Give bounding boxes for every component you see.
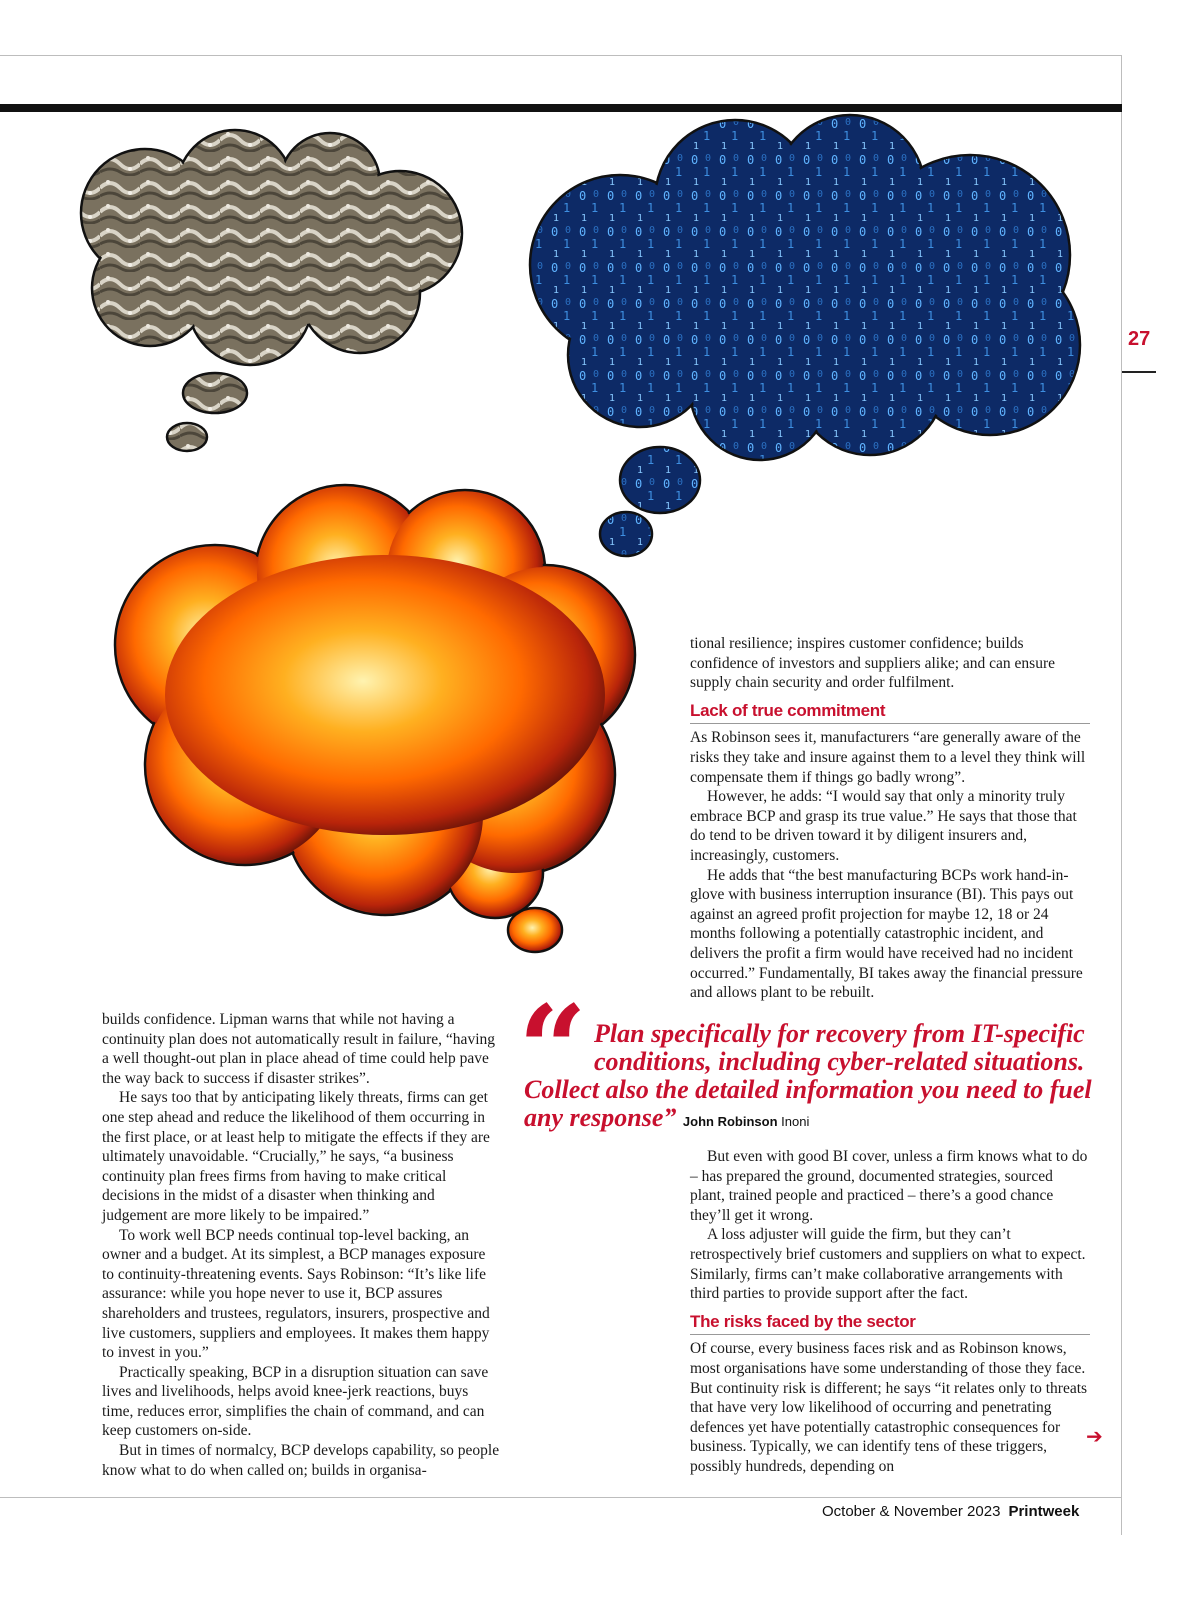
pull-quote-line: Plan specifically for recovery from IT-specific bbox=[594, 1019, 1085, 1048]
arrow-right-icon[interactable]: ➔ bbox=[1086, 1424, 1103, 1448]
quote-mark-icon: “ bbox=[518, 979, 588, 1120]
water-cloud-icon bbox=[60, 128, 510, 458]
pull-quote-attribution bbox=[683, 1114, 809, 1129]
header-rule bbox=[0, 104, 1122, 112]
paragraph: However, he adds: “I would say that only a minority truly embrace BCP and grasp its true value.” He says that those that do tend to be driven toward it by diligent insurers and, increasingly, customers. bbox=[690, 788, 1077, 864]
paragraph: To work well BCP needs continual top-level backing, an owner and a budget. At its simplest, a BCP manages exposure to continuity-threatening events. Says Robinson: “It’s like life assurance: while you hope never to use it, BCP assures shareholders and trustees, regulators, insurers, prospective and live customers, suppliers and employees. It makes them happy to invest in you.” bbox=[102, 1226, 490, 1362]
paragraph: He says too that by anticipating likely threats, firms can get one step ahead and reduce the likelihood of them occurring in the first place, or at least help to mitigate the effects if they are ultimately unavoidable. “Crucially,” he says, “a business continuity plan frees firms from having to make critical decisions in the midst of a disaster when thinking and judgement are more likely to be impaired.” bbox=[102, 1089, 490, 1224]
pull-quote bbox=[524, 1020, 1104, 1136]
paragraph: As Robinson sees it, manufacturers “are generally aware of the risks they take and insure against them to a level they think will compensate them if things go badly wrong”. bbox=[690, 729, 1086, 786]
paragraph: A loss adjuster will guide the firm, but they can’t retrospectively brief customers and suppliers on what to expect. Similarly, firms can’t make collaborative arrangements with third parties to provide support after the fact. bbox=[690, 1226, 1086, 1303]
pull-quote-line bbox=[524, 1104, 1104, 1136]
attribution-name: John Robinson bbox=[682, 1114, 778, 1129]
top-frame-line bbox=[0, 55, 1122, 56]
footer-rule bbox=[0, 1497, 1122, 1498]
pull-quote-line: conditions, including cyber-related situations. bbox=[594, 1047, 1085, 1076]
right-frame-line bbox=[1121, 55, 1122, 1535]
page-number-rule bbox=[1122, 371, 1156, 373]
attribution-org: Inoni bbox=[781, 1114, 810, 1129]
subhead-risks-faced: The risks faced by the sector bbox=[690, 1312, 1090, 1336]
footer bbox=[822, 1503, 1079, 1520]
right-column-top bbox=[690, 634, 1090, 1003]
right-column-bottom bbox=[690, 1147, 1090, 1477]
paragraph: builds confidence. Lipman warns that while not having a continuity plan does not automatically result in failure, “having a well thought-out plan in place ahead of time could help pave the way back to success if disaster strikes”. bbox=[102, 1011, 495, 1087]
paragraph: But in times of normalcy, BCP develops capability, so people know what to do when called on; builds in organisa- bbox=[102, 1442, 500, 1479]
pull-quote-line-text: any response” bbox=[524, 1103, 677, 1132]
page-number: 27 bbox=[1128, 328, 1151, 350]
paragraph: Practically speaking, BCP in a disruption situation can save lives and livelihoods, helps avoid knee-jerk reactions, buys time, reduces error, simplifies the chain of command, and can keep customers on-side. bbox=[102, 1363, 489, 1440]
paragraph: Of course, every business faces risk and as Robinson knows, most organisations have some understanding of those they face. But continuity risk is different; he says “it relates only to threats that have very low likelihood of occurring and penetrating defences yet have potentially catastrophic consequences for business. Typically, we can identify tens of these triggers, possibly hundreds, depending on bbox=[690, 1340, 1088, 1475]
paragraph: But even with good BI cover, unless a firm knows what to do – has prepared the ground, documented strategies, sourced plant, trained people and practiced – there’s a good chance they’ll get it wrong. bbox=[690, 1148, 1088, 1224]
paragraph: tional resilience; inspires customer confidence; builds confidence of investors and suppliers alike; and can ensure supply chain security and order fulfilment. bbox=[690, 635, 1055, 692]
pull-quote-line: Collect also the detailed information you need to fuel bbox=[524, 1075, 1092, 1104]
publication-brand: Printweek bbox=[1008, 1503, 1080, 1520]
paragraph: He adds that “the best manufacturing BCPs work hand-in-glove with business interruption insurance (BI). This pays out against an agreed profit projection for maybe 12, 18 or 24 months following a potentially catastrophic incident, and delivers the profit a firm would have received had no incident occurred.” Fundamentally, BI takes away the financial pressure and allows plant to be rebuilt. bbox=[690, 866, 1083, 1002]
fire-cloud-icon bbox=[95, 485, 675, 955]
subhead-lack-of-commitment: Lack of true commitment bbox=[690, 701, 1090, 725]
left-column bbox=[102, 1010, 500, 1480]
issue-date: October & November 2023 bbox=[822, 1503, 1001, 1520]
